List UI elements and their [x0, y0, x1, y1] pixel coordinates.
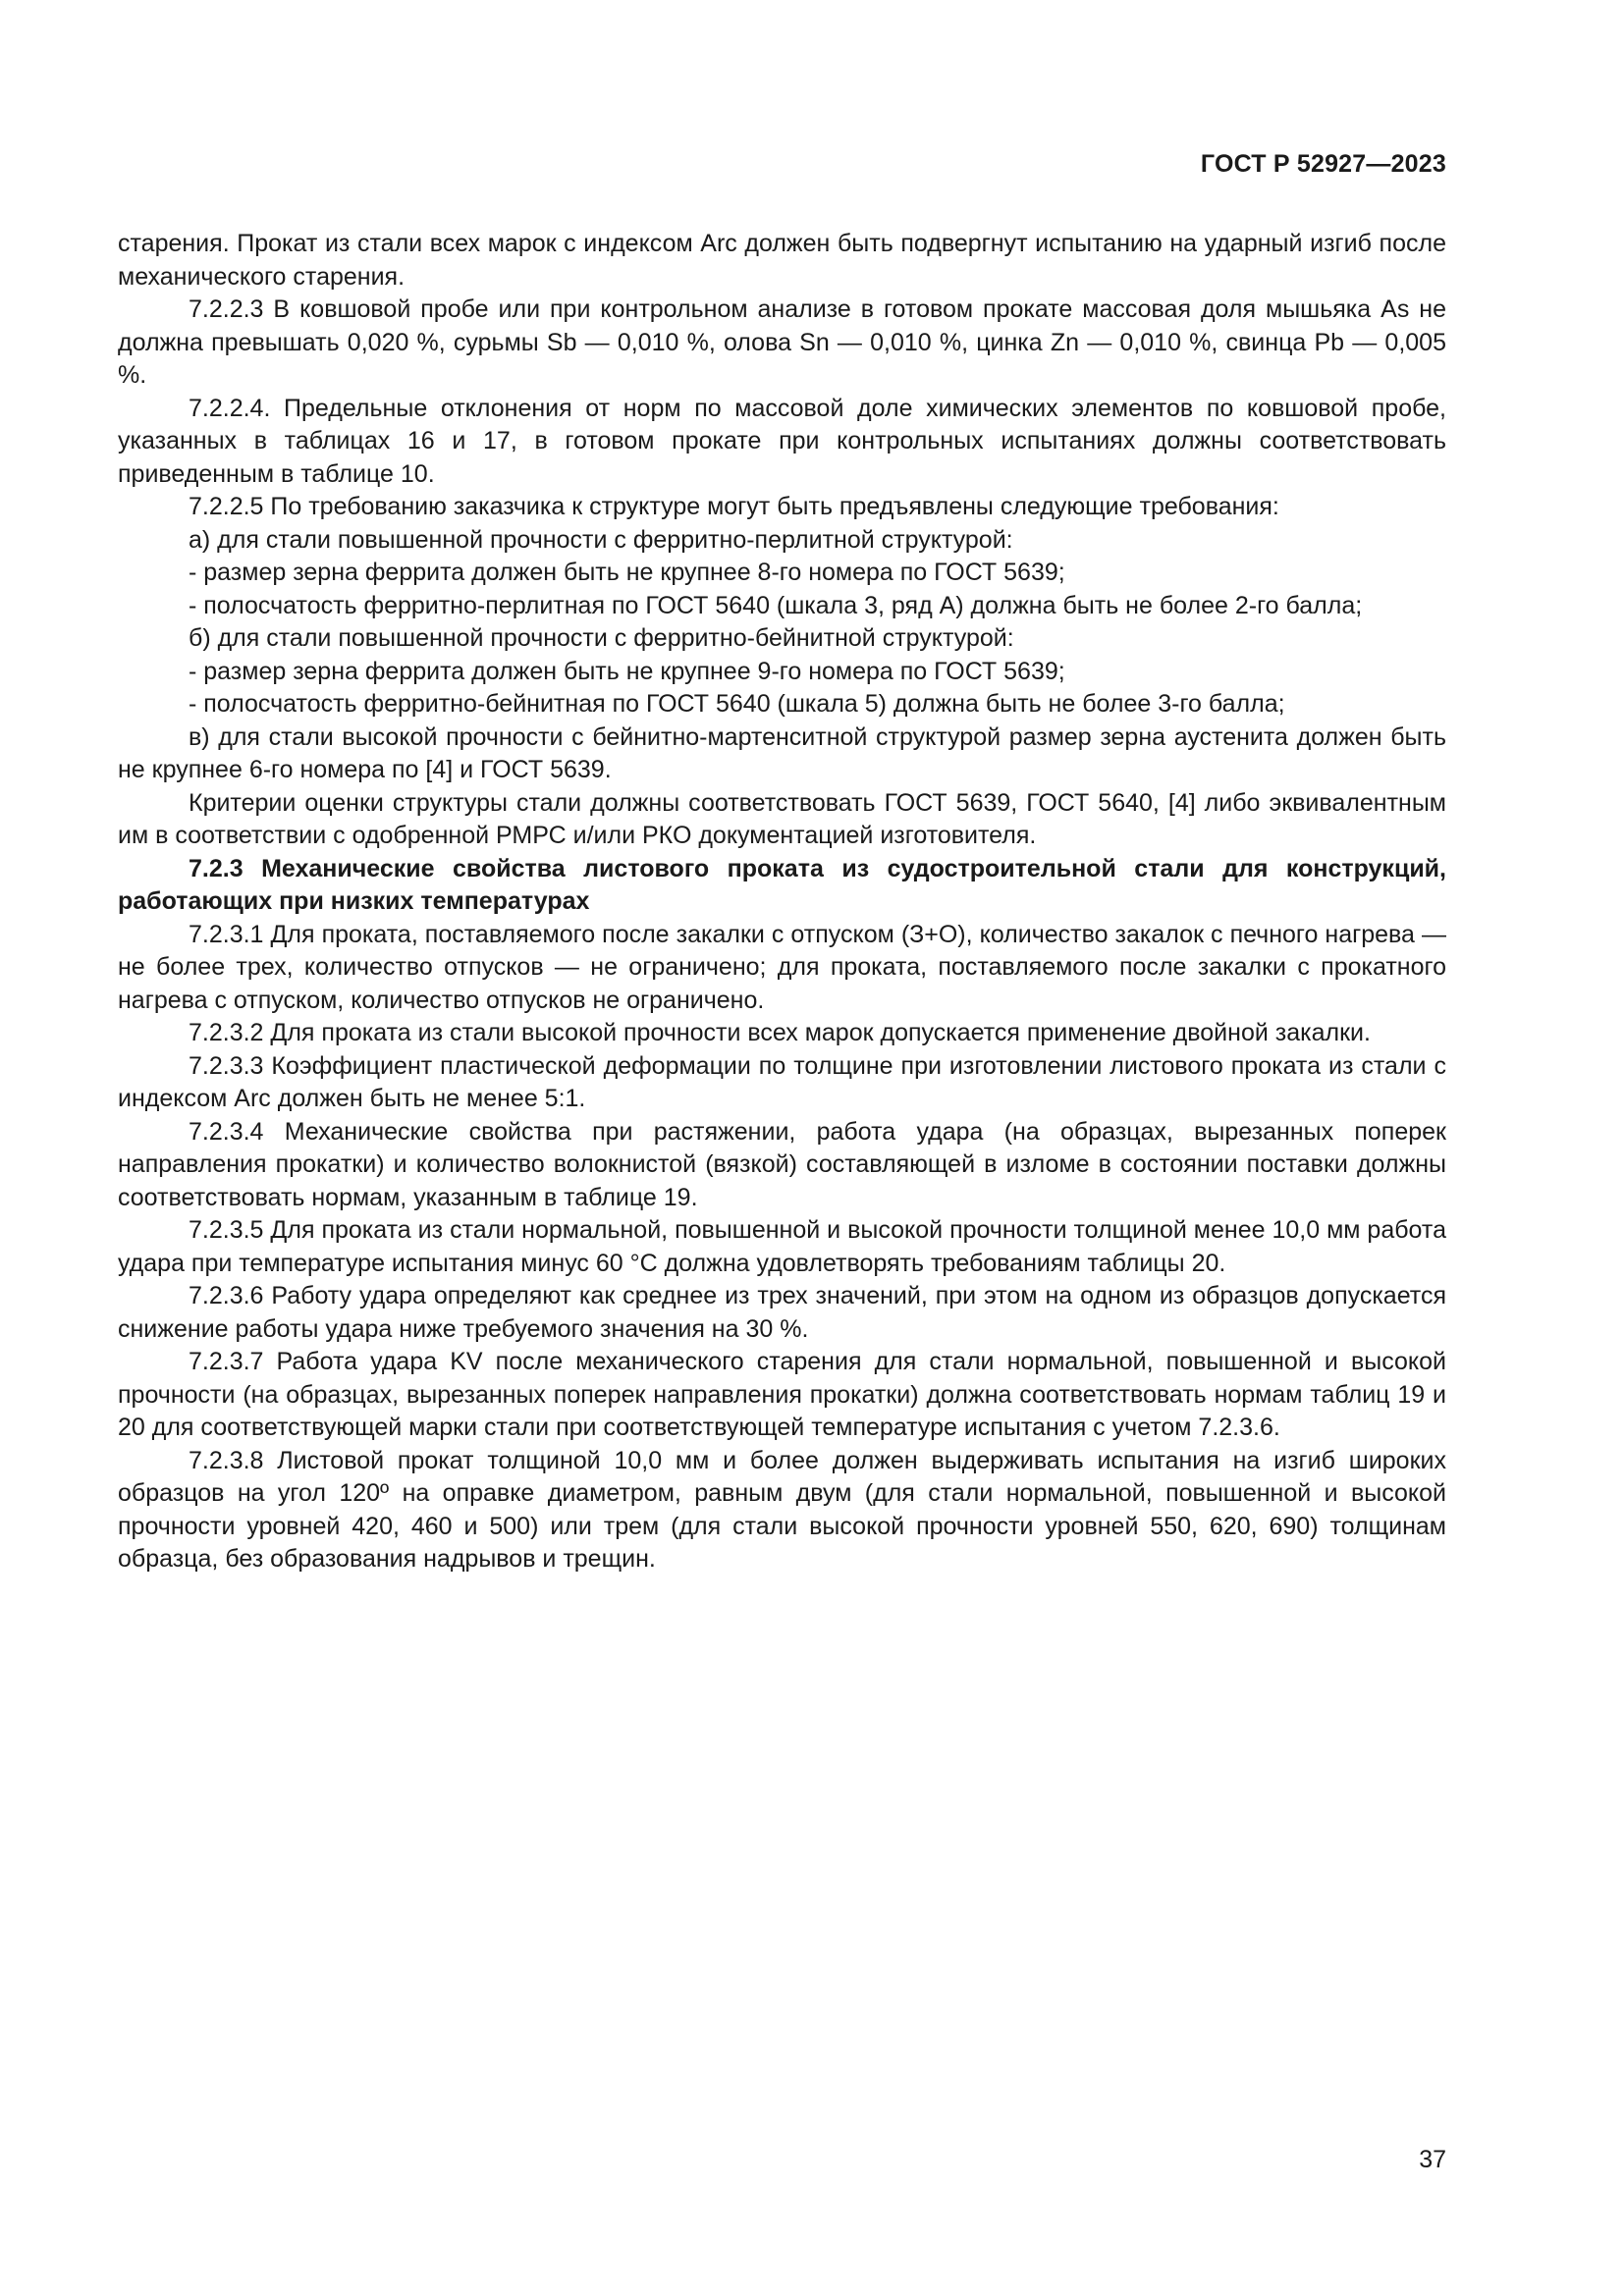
document-body [118, 228, 1446, 1576]
paragraph: 7.2.2.4. Предельные отклонения от норм по массовой доле химических элементов по ковшовой пробе, указанных в таблицах 16 и 17, в готовом прокате при контрольных испытаниях должны соответствовать приведенным в таблице 10. [118, 394, 1446, 488]
document-code-header: ГОСТ Р 52927—2023 [1200, 150, 1446, 178]
paragraph: 7.2.3.1 Для проката, поставляемого после закалки с отпуском (З+О), количество закалок с печного нагрева — не более трех, количество отпусков — не ограничено; для проката, поставляемого после закалки с прокатного нагрева с отпуском, количество отпусков не ограничено. [118, 920, 1446, 1014]
paragraph: 7.2.3.7 Работа удара KV после механического старения для стали нормальной, повышенной и высокой прочности (на образцах, вырезанных поперек направления прокатки) должна соответствовать нормам таблиц 19 и 20 для соответствующей марки стали при соответствующей температуре испытания с учетом 7.2.3.6. [118, 1348, 1446, 1441]
paragraph: 7.2.3.3 Коэффициент пластической деформации по толщине при изготовлении листового проката из стали с индексом Arc должен быть не менее 5:1. [118, 1051, 1446, 1112]
list-item: - размер зерна феррита должен быть не крупнее 9-го номера по ГОСТ 5639; [189, 657, 1065, 685]
paragraph: старения. Прокат из стали всех марок с индексом Arc должен быть подвергнут испытанию на ударный изгиб после механического старения. [118, 230, 1446, 291]
paragraph: Критерии оценки структуры стали должны соответствовать ГОСТ 5639, ГОСТ 5640, [4] либо эквивалентным им в соответствии с одобренной РМРС и/или РКО документацией изготовителя. [118, 788, 1446, 849]
list-item: в) для стали высокой прочности с бейнитно-мартенситной структурой размер зерна аустенита должен быть не крупнее 6-го номера по [4] и ГОСТ 5639. [118, 722, 1446, 783]
paragraph: 7.2.2.3 В ковшовой пробе или при контрольном анализе в готовом прокате массовая доля мышьяка As не должна превышать 0,020 %, сурьмы Sb — 0,010 %, олова Sn — 0,010 %, цинка Zn — 0,010 %, свинца Pb — 0,005 %. [118, 295, 1446, 389]
list-item: а) для стали повышенной прочности с ферритно-перлитной структурой: [189, 525, 1013, 554]
paragraph: 7.2.3.2 Для проката из стали высокой прочности всех марок допускается применение двойной закалки. [189, 1019, 1371, 1046]
paragraph: 7.2.3.4 Механические свойства при растяжении, работа удара (на образцах, вырезанных поперек направления прокатки) и количество волокнистой (вязкой) составляющей в изломе в состоянии поставки должны соответствовать нормам, указанным в таблице 19. [118, 1117, 1446, 1211]
section-heading: 7.2.3 Механические свойства листового проката из судостроительной стали для конструкций, работающих при низких температурах [118, 854, 1446, 915]
list-item: - полосчатость ферритно-бейнитная по ГОСТ 5640 (шкала 5) должна быть не более 3-го балла; [189, 690, 1285, 718]
list-item: б) для стали повышенной прочности с ферритно-бейнитной структурой: [189, 624, 1014, 652]
paragraph: 7.2.3.6 Работу удара определяют как среднее из трех значений, при этом на одном из образцов допускается снижение работы удара ниже требуемого значения на 30 %. [118, 1282, 1446, 1343]
list-item: - полосчатость ферритно-перлитная по ГОСТ 5640 (шкала 3, ряд А) должна быть не более 2-го балла; [189, 591, 1363, 619]
paragraph: 7.2.3.8 Листовой прокат толщиной 10,0 мм и более должен выдерживать испытания на изгиб широких образцов на угол 120º на оправке диаметром, равным двум (для стали нормальной, повышенной и высокой прочности уровней 420, 460 и 500) или трем (для стали высокой прочности уровней 550, 620, 690) толщинам образца, без образования надрывов и трещин. [118, 1446, 1446, 1573]
paragraph: 7.2.2.5 По требованию заказчика к структуре могут быть предъявлены следующие требования: [189, 493, 1279, 520]
list-item: - размер зерна феррита должен быть не крупнее 8-го номера по ГОСТ 5639; [189, 559, 1065, 586]
page-number: 37 [1419, 2146, 1446, 2173]
paragraph: 7.2.3.5 Для проката из стали нормальной, повышенной и высокой прочности толщиной менее 10,0 мм работа удара при температуре испытания минус 60 °С должна удовлетворять требованиям таблицы 20. [118, 1216, 1446, 1277]
